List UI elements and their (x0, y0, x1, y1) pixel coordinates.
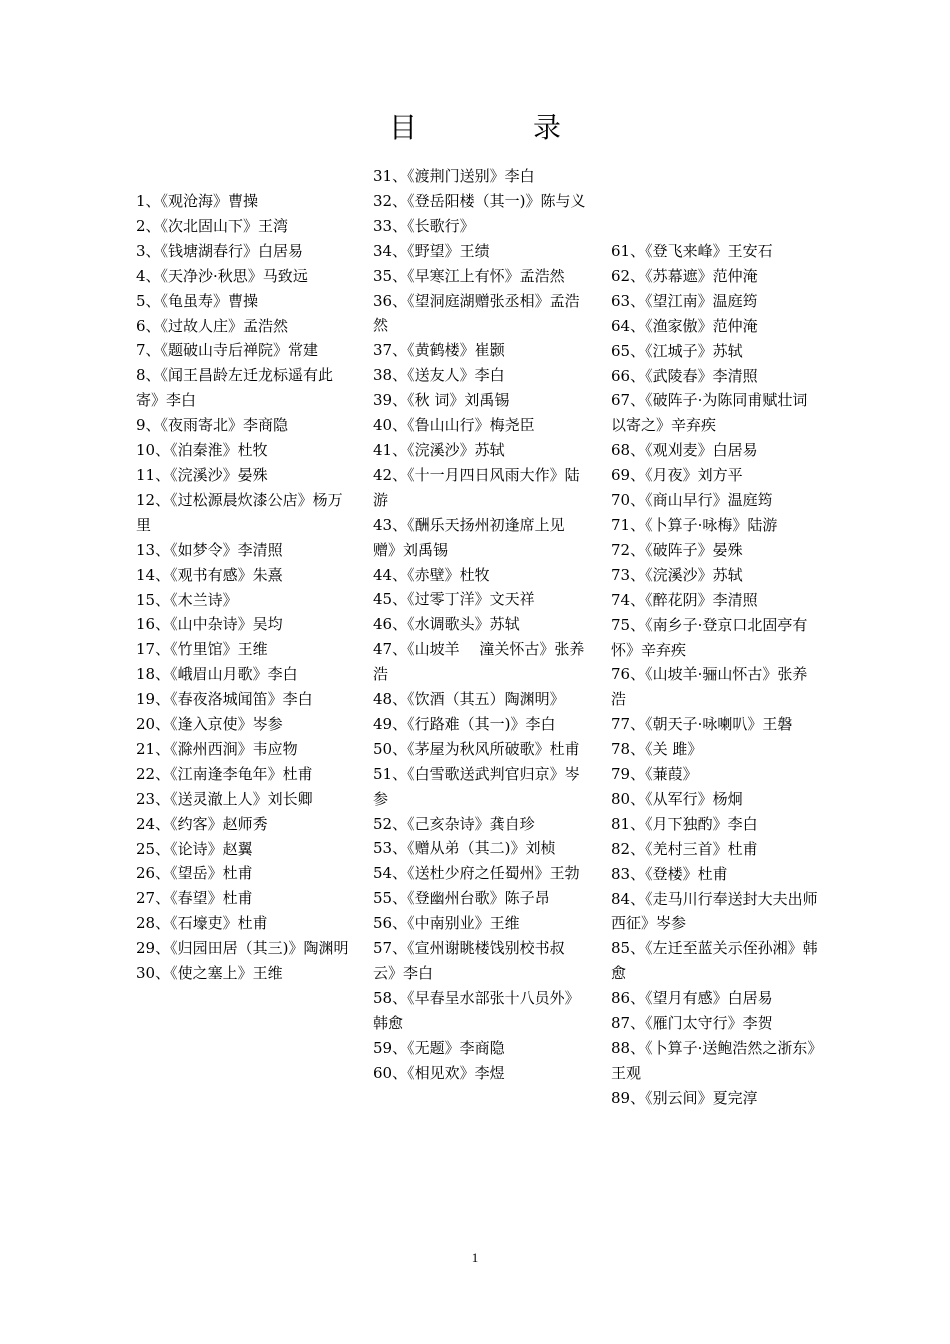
toc-column-1 (136, 189, 350, 986)
toc-column-3 (611, 239, 821, 1111)
toc-entry[interactable]: 89、《别云间》夏完淳 (611, 1088, 758, 1107)
toc-entry[interactable]: 83、《登楼》杜甫 (611, 864, 728, 883)
toc-entry[interactable]: 27、《春望》杜甫 (136, 889, 253, 908)
toc-entry[interactable]: 80、《从军行》杨炯 (611, 789, 743, 808)
toc-entry[interactable]: 6、《过故人庄》孟浩然 (136, 316, 289, 335)
toc-entry[interactable]: 37、《黄鹤楼》崔颢 (373, 341, 505, 360)
toc-column-2 (373, 164, 587, 1086)
toc-entry[interactable]: 23、《送灵澈上人》刘长卿 (136, 789, 313, 808)
toc-entry[interactable]: 40、《鲁山山行》梅尧臣 (373, 416, 535, 435)
toc-entry[interactable]: 81、《月下独酌》李白 (611, 814, 758, 833)
toc-entry[interactable]: 25、《论诗》赵翼 (136, 839, 253, 858)
toc-entry[interactable]: 73、《浣溪沙》苏轼 (611, 565, 743, 584)
toc-entry[interactable]: 46、《水调歌头》苏轼 (373, 615, 520, 634)
toc-entry[interactable]: 84、《走马川行奉送封大夫出师西征》岑参 (611, 889, 818, 933)
toc-entry[interactable]: 79、《蒹葭》 (611, 765, 698, 784)
toc-entry[interactable]: 9、《夜雨寄北》李商隐 (136, 416, 289, 435)
toc-entry[interactable]: 1、《观沧海》曹操 (136, 192, 259, 210)
toc-entry[interactable]: 48、《饮酒（其五）陶渊明》 (373, 690, 565, 709)
toc-entry[interactable]: 8、《闻王昌龄左迁龙标遥有此寄》李白 (136, 366, 334, 410)
toc-entry[interactable]: 31、《渡荆门送别》李白 (373, 167, 535, 185)
toc-entry[interactable]: 57、《宣州谢眺楼饯别校书叔云》李白 (373, 939, 565, 982)
toc-entry[interactable]: 26、《望岳》杜甫 (136, 864, 253, 883)
toc-entry[interactable]: 88、《卜算子·送鲍浩然之浙东》王观 (611, 1039, 815, 1082)
toc-entry[interactable]: 20、《逢入京使》岑参 (136, 715, 283, 734)
toc-entry[interactable]: 50、《茅屋为秋风所破歌》杜甫 (373, 739, 580, 758)
toc-entry[interactable]: 42、《十一月四日风雨大作》陆游 (373, 465, 580, 509)
toc-entry[interactable]: 35、《早寒江上有怀》孟浩然 (373, 266, 565, 285)
toc-entry[interactable]: 38、《送友人》李白 (373, 366, 505, 385)
toc-entry[interactable]: 59、《无题》李商隐 (373, 1038, 505, 1057)
toc-entry[interactable]: 72、《破阵子》晏殊 (611, 540, 743, 559)
toc-entry[interactable]: 24、《约客》赵师秀 (136, 814, 268, 833)
toc-entry[interactable]: 13、《如梦令》李清照 (136, 540, 283, 559)
toc-entry[interactable]: 16、《山中杂诗》吴均 (136, 615, 283, 634)
toc-entry[interactable]: 70、《商山早行》温庭筠 (611, 491, 773, 510)
toc-entry[interactable]: 22、《江南逢李龟年》杜甫 (136, 764, 313, 783)
toc-entry[interactable]: 60、《相见欢》李煜 (373, 1063, 505, 1082)
toc-entry[interactable]: 49、《行路难（其一)》李白 (373, 714, 556, 733)
toc-entry[interactable]: 65、《江城子》苏轼 (611, 341, 743, 360)
toc-entry[interactable]: 69、《月夜》刘方平 (611, 466, 743, 485)
toc-entry[interactable]: 78、《关 雎》 (611, 740, 703, 759)
toc-entry[interactable]: 67、《破阵子·为陈同甫赋壮词以寄之》辛弃疾 (611, 391, 808, 435)
toc-entry[interactable]: 62、《苏幕遮》范仲淹 (611, 266, 758, 285)
toc-entry[interactable]: 29、《归园田居（其三)》陶渊明 (136, 939, 349, 958)
toc-entry[interactable]: 2、《次北固山下》王湾 (136, 216, 289, 235)
toc-entry[interactable]: 11、《浣溪沙》晏殊 (136, 465, 268, 484)
toc-entry[interactable]: 19、《春夜洛城闻笛》李白 (136, 690, 313, 709)
toc-entry[interactable]: 71、《卜算子·咏梅》陆游 (611, 515, 778, 534)
toc-entry[interactable]: 43、《酬乐天扬州初逢席上见赠》刘禹锡 (373, 515, 565, 559)
toc-entry[interactable]: 55、《登幽州台歌》陈子昂 (373, 889, 550, 908)
toc-entry[interactable]: 58、《早春呈水部张十八员外》韩愈 (373, 988, 580, 1032)
toc-entry[interactable]: 28、《石壕吏》杜甫 (136, 914, 268, 933)
toc-entry[interactable]: 5、《龟虽寿》曹操 (136, 291, 259, 310)
toc-entry[interactable]: 7、《题破山寺后禅院》常建 (136, 341, 319, 360)
toc-entry[interactable]: 82、《羌村三首》杜甫 (611, 839, 758, 858)
toc-entry[interactable]: 85、《左迁至蓝关示侄孙湘》韩愈 (611, 939, 818, 983)
toc-entry[interactable]: 76、《山坡羊·骊山怀古》张养浩 (611, 665, 808, 709)
toc-entry[interactable]: 52、《己亥杂诗》龚自珍 (373, 814, 535, 833)
toc-entry[interactable]: 44、《赤壁》杜牧 (373, 565, 490, 584)
toc-entry[interactable]: 87、《雁门太守行》李贺 (611, 1014, 773, 1033)
toc-entry[interactable]: 21、《滁州西涧》韦应物 (136, 739, 298, 758)
toc-entry[interactable]: 34、《野望》王绩 (373, 241, 490, 260)
toc-entry[interactable]: 32、《登岳阳楼（其一)》陈与义 (373, 191, 586, 210)
toc-entry[interactable]: 63、《望江南》温庭筠 (611, 291, 758, 310)
toc-entry[interactable]: 51、《白雪歌送武判官归京》岑参 (373, 764, 580, 808)
toc-entry[interactable]: 12、《过松源晨炊漆公店》杨万里 (136, 490, 343, 534)
toc-entry[interactable]: 30、《使之塞上》王维 (136, 964, 283, 983)
toc-entry[interactable]: 74、《醉花阴》李清照 (611, 590, 758, 609)
toc-entry[interactable]: 68、《观刈麦》白居易 (611, 441, 758, 460)
toc-entry[interactable]: 66、《武陵春》李清照 (611, 366, 758, 385)
toc-entry[interactable]: 17、《竹里馆》王维 (136, 640, 268, 659)
toc-entry[interactable]: 36、《望洞庭湖赠张丞相》孟浩然 (373, 291, 580, 335)
page-title: 目 录 (388, 111, 605, 144)
toc-entry[interactable]: 15、《木兰诗》 (136, 590, 238, 609)
toc-entry[interactable]: 41、《浣溪沙》苏轼 (373, 440, 505, 459)
toc-entry[interactable]: 75、《南乡子·登京口北固亭有怀》辛弃疾 (611, 615, 808, 659)
toc-entry[interactable]: 45、《过零丁洋》文天祥 (373, 590, 535, 609)
toc-entry[interactable]: 64、《渔家傲》范仲淹 (611, 316, 758, 335)
toc-entry[interactable]: 54、《送杜少府之任蜀州》王勃 (373, 864, 580, 883)
toc-entry[interactable]: 14、《观书有感》朱熹 (136, 565, 283, 584)
toc-entry[interactable]: 39、《秋 词》刘禹锡 (373, 391, 510, 410)
toc-entry[interactable]: 61、《登飞来峰》王安石 (611, 242, 773, 260)
toc-entry[interactable]: 86、《望月有感》白居易 (611, 989, 773, 1008)
toc-entry[interactable]: 3、《钱塘湖春行》白居易 (136, 241, 304, 260)
page-number: 1 (471, 1250, 479, 1265)
toc-entry[interactable]: 47、《山坡羊 潼关怀古》张养浩 (373, 640, 585, 684)
toc-entry[interactable]: 10、《泊秦淮》杜牧 (136, 441, 268, 460)
toc-entry[interactable]: 4、《天净沙·秋思》马致远 (136, 266, 308, 285)
toc-entry[interactable]: 77、《朝天子·咏喇叭》王磐 (611, 715, 793, 734)
toc-entry[interactable]: 18、《峨眉山月歌》李白 (136, 665, 298, 684)
toc-entry[interactable]: 56、《中南别业》王维 (373, 914, 520, 933)
toc-entry[interactable]: 33、《长歌行》 (373, 216, 475, 235)
toc-entry[interactable]: 53、《赠从弟（其二)》刘桢 (373, 839, 556, 858)
